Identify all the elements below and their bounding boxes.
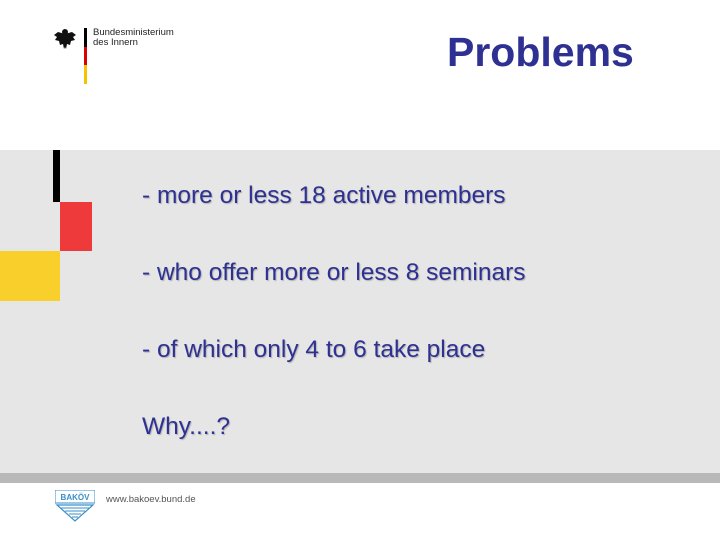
- bullet-list: [142, 176, 526, 447]
- slide-title: Problems: [447, 29, 634, 75]
- footer-bar: [0, 473, 720, 483]
- footer-url: www.bakoev.bund.de: [106, 494, 196, 505]
- bullet-item: - of which only 4 to 6 take place: [142, 336, 486, 363]
- federal-eagle-icon: [52, 26, 78, 52]
- bakoev-logo: [55, 490, 95, 522]
- decor-red-block: [60, 202, 92, 251]
- bullet-item: - more or less 18 active members: [142, 182, 506, 209]
- german-flag-bar: [84, 28, 87, 84]
- ministry-logo: [52, 26, 232, 86]
- decor-black-block: [53, 150, 60, 202]
- ministry-name: Bundesministerium des Innern: [93, 27, 174, 48]
- bakoev-logo-text: BAKÖV: [60, 493, 90, 502]
- decor-yellow-block: [0, 251, 60, 301]
- bullet-item: - who offer more or less 8 seminars: [142, 259, 526, 286]
- bullet-item: Why....?: [142, 413, 231, 440]
